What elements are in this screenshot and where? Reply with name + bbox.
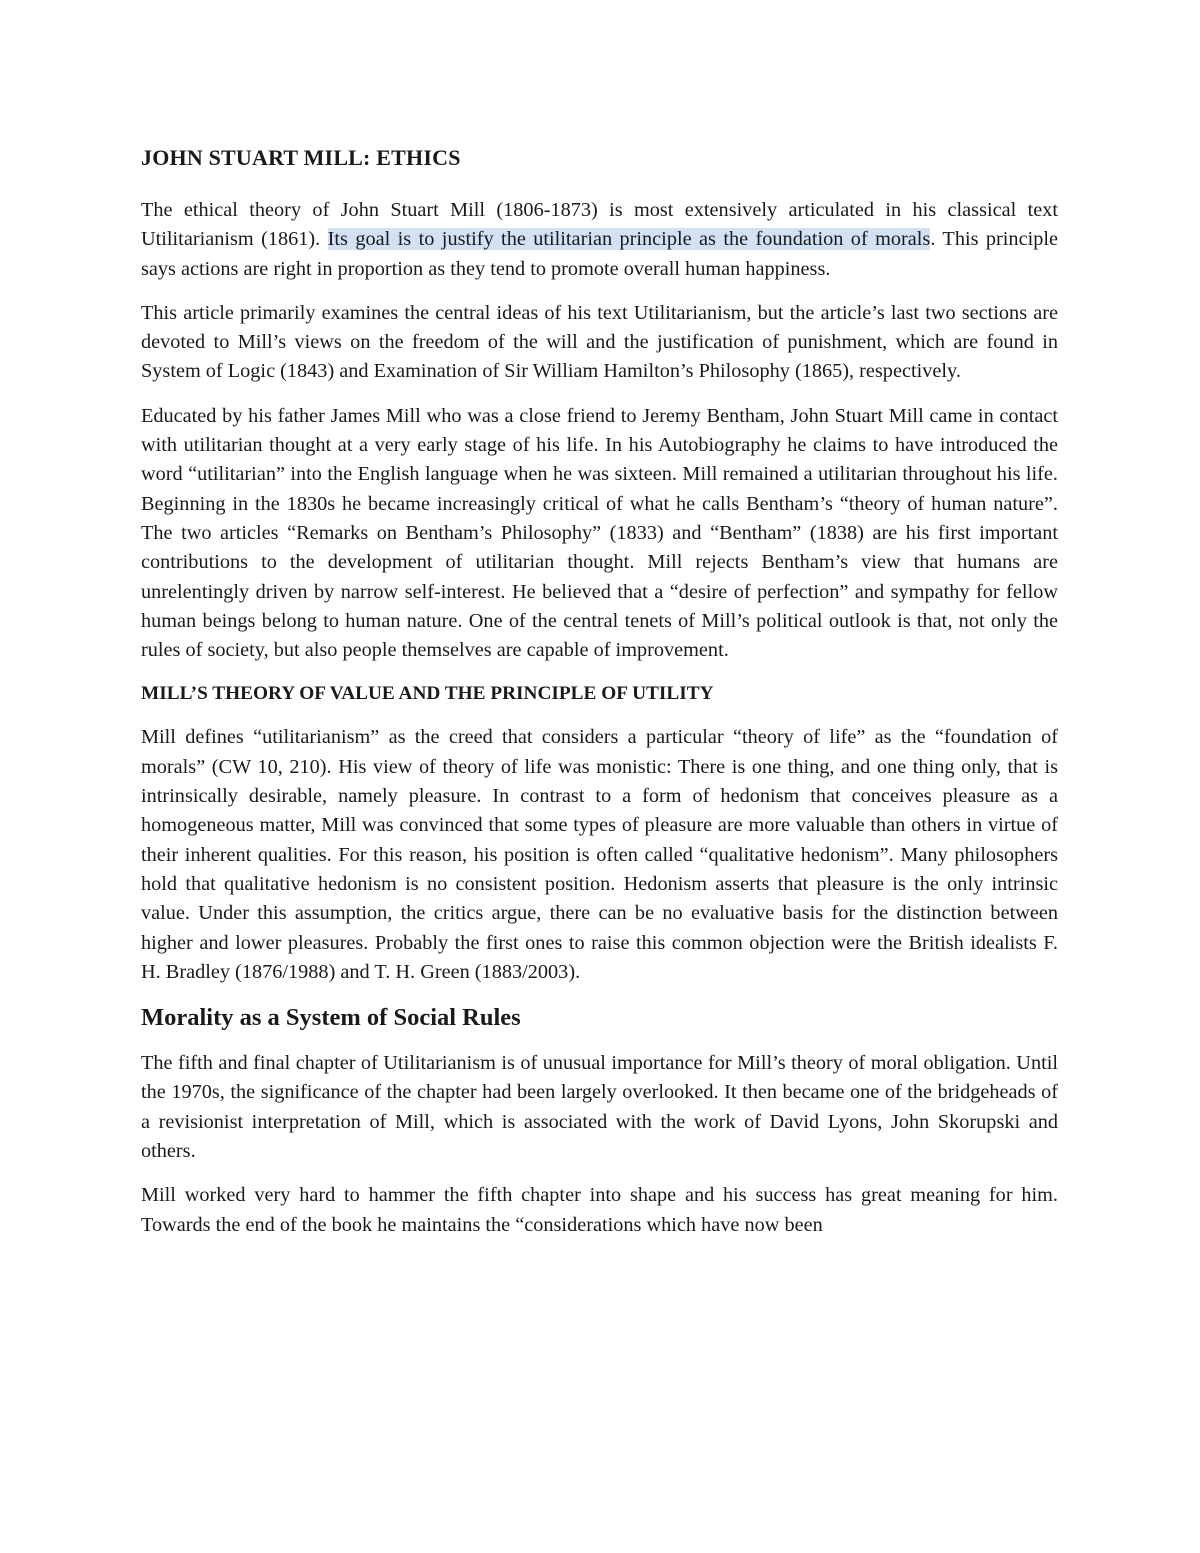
section-heading-theory-of-value: MILL’S THEORY OF VALUE AND THE PRINCIPLE OF UTILITY [141,683,714,705]
document-page [141,140,1058,1255]
theory-of-value-paragraph[interactable]: Mill defines “utilitarianism” as the creed that considers a particular “theory of life” as the “foundation of morals” (CW 10, 210). His view of theory of life was monistic: There is one thing, and one thing only, that is intrinsically desirable, namely pleasure. In contrast to a form of hedonism that conceives pleasure as a homogeneous matter, Mill was convinced that some types of pleasure are more valuable than others in virtue of their inherent qualities. For this reason, his position is often called “qualitative hedonism”. Many philosophers hold that qualitative hedonism is no consistent position. Hedonism asserts that pleasure is the only intrinsic value. Under this assumption, the critics argue, there can be no evaluative basis for the distinction between higher and lower pleasures. Probably the first ones to raise this common objection were the British idealists F. H. Bradley (1876/1988) and T. H. Green (1883/2003). [141,726,1058,983]
intro-paragraph[interactable] [141,196,1058,284]
intro-text-before: The ethical theory of John Stuart Mill (1806-1873) is most extensively articulated in his classical text Utilitarianism (1861). [141,199,1058,251]
fifth-chapter-paragraph[interactable]: The fifth and final chapter of Utilitarianism is of unusual importance for Mill’s theory of moral obligation. Until the 1970s, the significance of the chapter had been largely overlooked. It then became one of the bridgeheads of a revisionist interpretation of Mill, which is associated with the work of David Lyons, John Skorupski and others. [141,1052,1058,1163]
intro-text-after: . This principle says actions are right in proportion as they tend to promote overall human happiness. [141,228,1058,280]
closing-paragraph[interactable]: Mill worked very hard to hammer the fifth chapter into shape and his success has great meaning for him. Towards the end of the book he maintains the “considerations which have now been [141,1184,1058,1236]
section-heading-social-rules: Morality as a System of Social Rules [141,1004,521,1032]
page-title: JOHN STUART MILL: ETHICS [141,145,461,170]
selected-text[interactable]: Its goal is to justify the utilitarian principle as the foundation of morals [327,228,931,251]
biography-paragraph[interactable]: Educated by his father James Mill who was a close friend to Jeremy Bentham, John Stuart Mill came in contact with utilitarian thought at a very early stage of his life. In his Autobiography he claims to have introduced the word “utilitarian” into the English language when he was sixteen. Mill remained a utilitarian throughout his life. Beginning in the 1830s he became increasingly critical of what he calls Bentham’s “theory of human nature”. The two articles “Remarks on Bentham’s Philosophy” (1833) and “Bentham” (1838) are his first important contributions to the development of utilitarian thought. Mill rejects Bentham’s view that humans are unrelentingly driven by narrow self-interest. He believed that a “desire of perfection” and sympathy for fellow human beings belong to human nature. One of the central tenets of Mill’s political outlook is that, not only the rules of society, but also people themselves are capable of improvement. [141,404,1058,662]
scope-paragraph[interactable]: This article primarily examines the central ideas of his text Utilitarianism, but the article’s last two sections are devoted to Mill’s views on the freedom of the will and the justification of punishment, which are found in System of Logic (1843) and Examination of Sir William Hamilton’s Philosophy (1865), respectively. [141,301,1058,383]
